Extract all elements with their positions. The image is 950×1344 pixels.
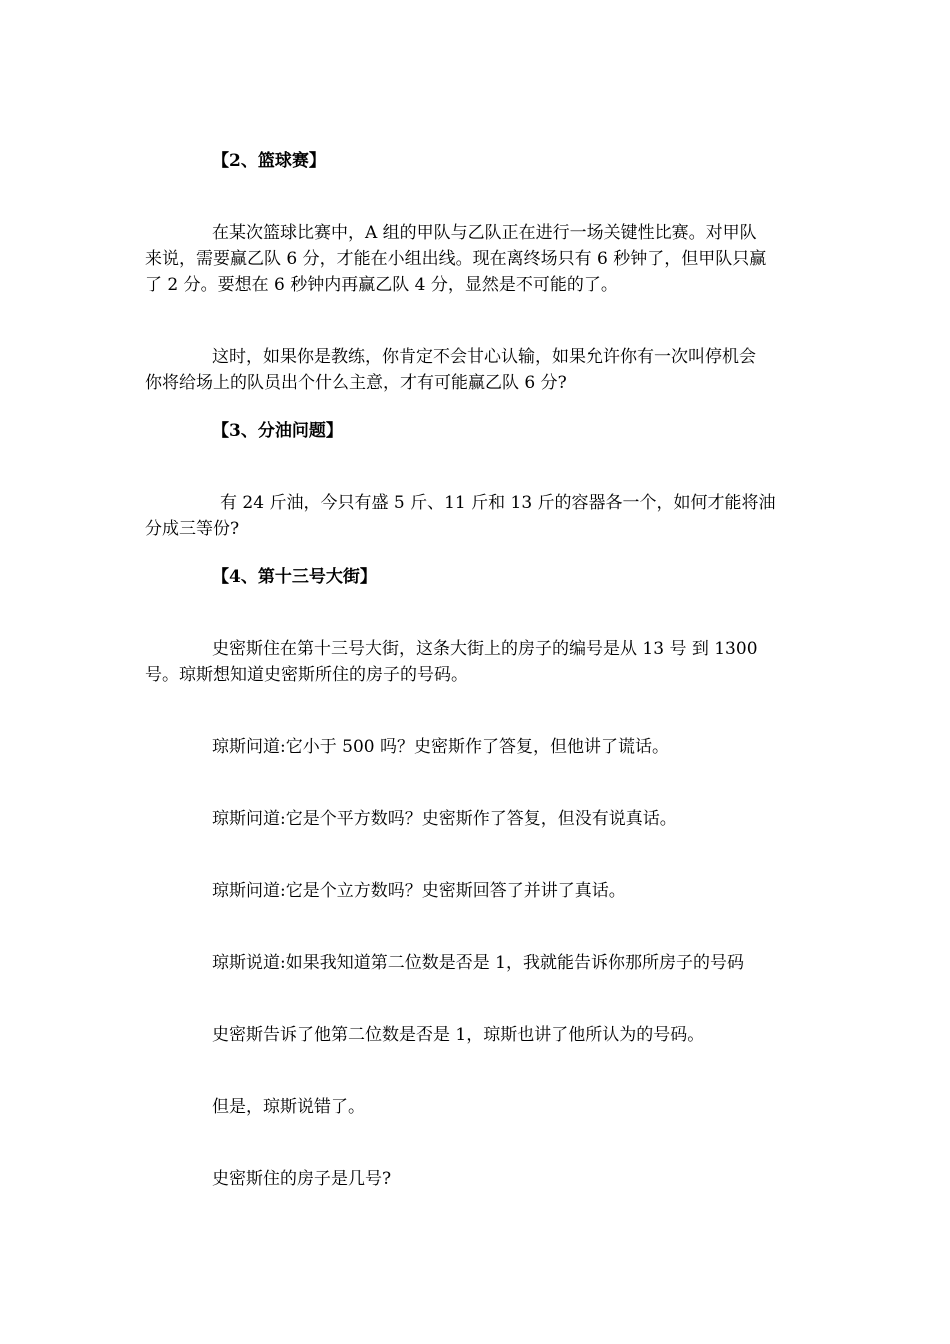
paragraph-line: 史密斯住在第十三号大街，这条大街上的房子的编号是从 13 号 到 1300 xyxy=(212,639,758,659)
section-heading: 【3、分油问题】 xyxy=(212,421,343,441)
paragraph-line: 有 24 斤油，今只有盛 5 斤、11 斤和 13 斤的容器各一个，如何才能将油 xyxy=(220,493,776,513)
paragraph-line: 在某次篮球比赛中，A 组的甲队与乙队正在进行一场关键性比赛。对甲队 xyxy=(212,223,757,243)
paragraph-line: 琼斯问道:它小于 500 吗？史密斯作了答复，但他讲了谎话。 xyxy=(212,737,669,757)
paragraph-line: 史密斯告诉了他第二位数是否是 1，琼斯也讲了他所认为的号码。 xyxy=(212,1025,705,1045)
section-heading: 【2、篮球赛】 xyxy=(212,151,326,171)
section-heading: 【4、第十三号大街】 xyxy=(212,567,377,587)
paragraph-line: 了 2 分。要想在 6 秒钟内再赢乙队 4 分，显然是不可能的了。 xyxy=(145,275,618,295)
paragraph-line: 琼斯问道:它是个平方数吗？史密斯作了答复，但没有说真话。 xyxy=(212,809,677,829)
paragraph-line: 琼斯问道:它是个立方数吗？史密斯回答了并讲了真话。 xyxy=(212,881,626,901)
paragraph-line: 分成三等份? xyxy=(145,519,240,539)
paragraph-line: 你将给场上的队员出个什么主意，才有可能赢乙队 6 分? xyxy=(145,373,567,393)
paragraph-line: 这时，如果你是教练，你肯定不会甘心认输，如果允许你有一次叫停机会 xyxy=(212,347,756,367)
paragraph-line: 琼斯说道:如果我知道第二位数是否是 1，我就能告诉你那所房子的号码 xyxy=(212,953,744,973)
paragraph-line: 史密斯住的房子是几号? xyxy=(212,1169,392,1189)
paragraph-line: 号。琼斯想知道史密斯所住的房子的号码。 xyxy=(145,665,468,685)
paragraph-line: 但是，琼斯说错了。 xyxy=(212,1097,365,1117)
paragraph-line: 来说，需要赢乙队 6 分，才能在小组出线。现在离终场只有 6 秒钟了，但甲队只赢 xyxy=(145,249,767,269)
